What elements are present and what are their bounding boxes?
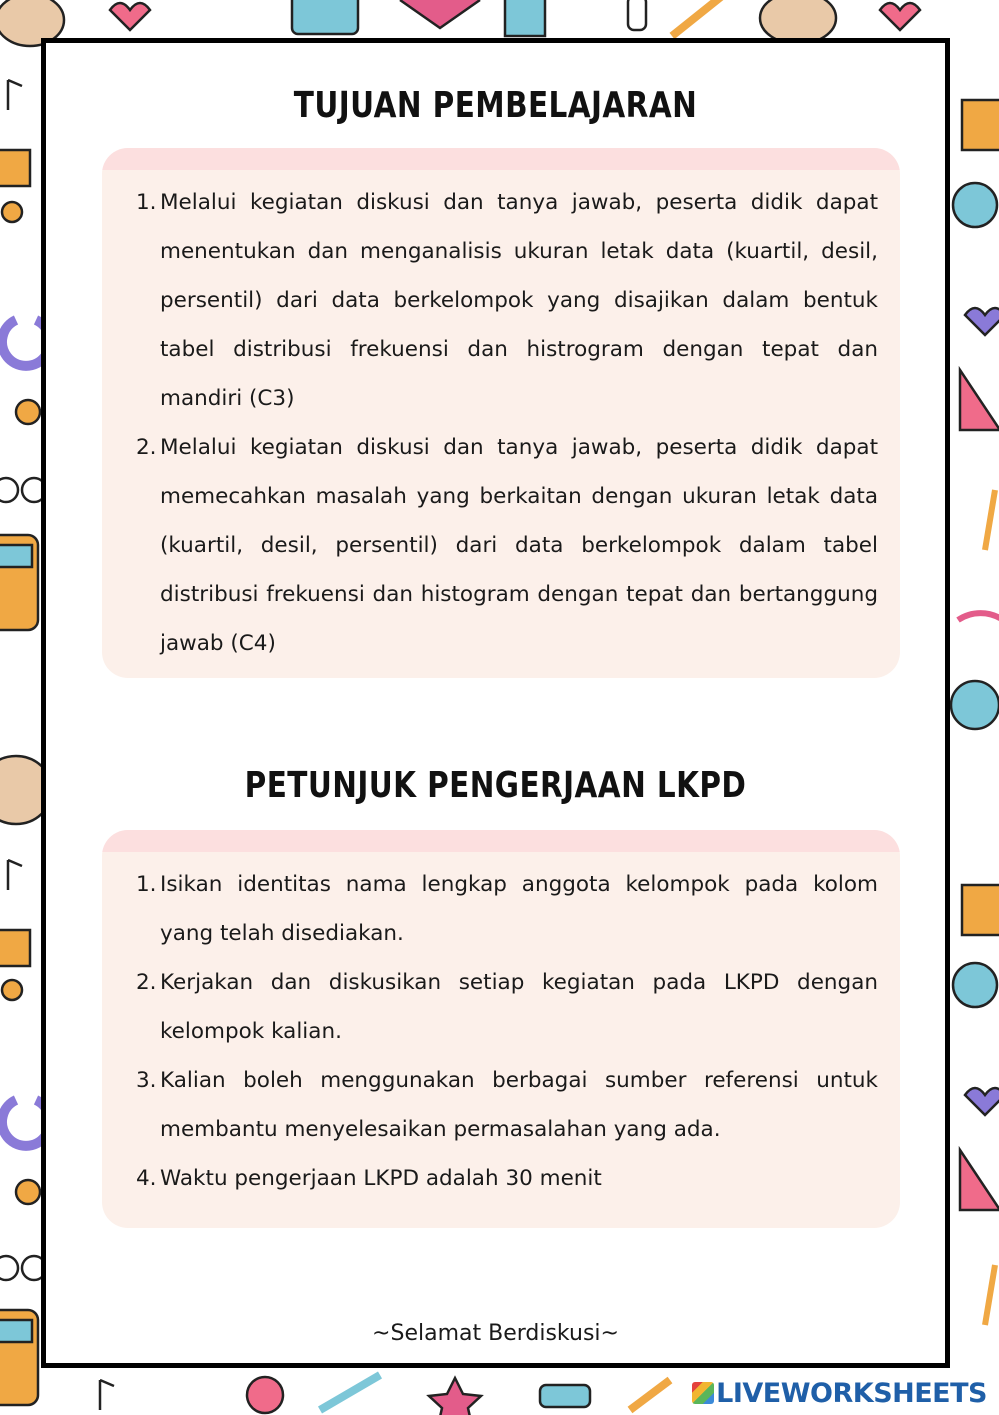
list-item-number: 1. (136, 872, 157, 897)
section-title-learning-objectives: TUJUAN PEMBELAJARAN (293, 85, 698, 126)
liveworksheets-wordmark: LIVEWORKSHEETS (716, 1378, 987, 1409)
closing-message: ~Selamat Berdiskusi~ (372, 1321, 619, 1346)
section-title-instructions: PETUNJUK PENGERJAAN LKPD (244, 765, 747, 806)
list-item-text: Melalui kegiatan diskusi dan tanya jawab, peserta didik dapat menentukan dan menganalisis ukuran letak data (kuartil, desil, persentil) dari data berkelompok yang disajikan dalam bentuk tabel distribusi frekuensi dan histrogram dengan tepat dan mandiri (C3) (160, 190, 878, 411)
list-item-number: 1. (136, 190, 157, 215)
learning-objectives-list (136, 178, 878, 668)
list-item-number: 2. (136, 970, 157, 995)
list-item (136, 423, 878, 668)
liveworksheets-logo-link[interactable] (692, 1378, 987, 1409)
list-item-number: 3. (136, 1068, 157, 1093)
list-item (136, 958, 878, 1056)
list-item-text: Waktu pengerjaan LKPD adalah 30 menit (160, 1166, 602, 1191)
list-item-text: Kerjakan dan diskusikan setiap kegiatan pada LKPD dengan kelompok kalian. (160, 970, 878, 1044)
list-item (136, 178, 878, 423)
list-item-text: Kalian boleh menggunakan berbagai sumber referensi untuk membantu menyelesaikan permasalahan yang ada. (160, 1068, 878, 1142)
list-item-text: Melalui kegiatan diskusi dan tanya jawab, peserta didik dapat memecahkan masalah yang berkaitan dengan ukuran letak data (kuartil, desil, persentil) dari data berkelompok dalam tabel distribusi frekuensi dan histogram dengan tepat dan bertanggung jawab (C4) (160, 435, 878, 656)
learning-objectives-card (102, 148, 900, 678)
instructions-list (136, 860, 878, 1203)
list-item (136, 1154, 878, 1203)
list-item-number: 2. (136, 435, 157, 460)
list-item (136, 1056, 878, 1154)
list-item (136, 860, 878, 958)
list-item-text: Isikan identitas nama lengkap anggota kelompok pada kolom yang telah disediakan. (160, 872, 878, 946)
list-item-number: 4. (136, 1166, 157, 1191)
instructions-card (102, 830, 900, 1228)
worksheet-panel (41, 38, 950, 1368)
liveworksheets-logo-icon (692, 1382, 714, 1404)
